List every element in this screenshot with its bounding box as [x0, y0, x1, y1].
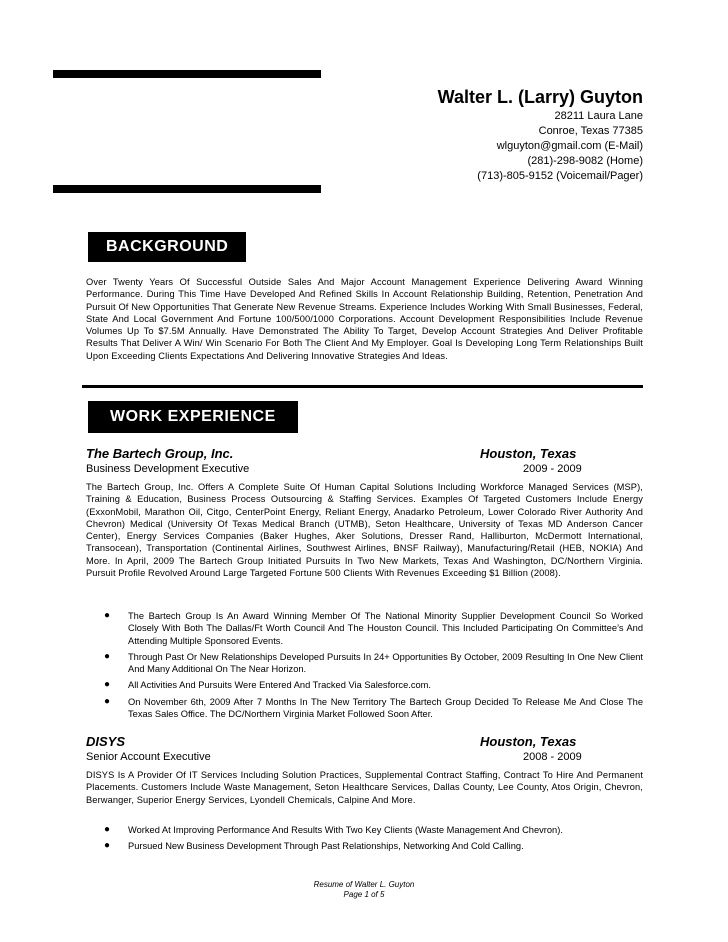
job-bullet-list	[100, 610, 643, 724]
address-line-1: 28211 Laura Lane	[554, 110, 643, 122]
bullet-icon: ●	[104, 695, 111, 707]
background-heading: BACKGROUND	[88, 232, 246, 262]
job-company: DISYS	[86, 734, 126, 749]
contact-block	[477, 109, 643, 184]
top-divider-bar	[53, 70, 321, 78]
job-title: Business Development Executive	[86, 463, 250, 475]
address-line-2: Conroe, Texas 77385	[538, 125, 643, 137]
candidate-name: Walter L. (Larry) Guyton	[437, 87, 643, 107]
list-item: ● The Bartech Group Is An Award Winning Member Of The National Minority Supplier Development Council So Worked Closely With Both The Dallas/Ft Worth Council And The Houston Council. This Included Participating On Committee’s And Attending Multiple Sponsored Events.	[104, 610, 643, 646]
list-item: ● Pursued New Business Development Through Past Relationships, Networking And Cold Calling.	[104, 840, 524, 852]
list-item: ● All Activities And Pursuits Were Entered And Tracked Via Salesforce.com.	[104, 679, 431, 691]
list-item: ● On November 6th, 2009 After 7 Months In The New Territory The Bartech Group Decided To Release Me And Close The Texas Sales Office. The DC/Northern Virginia Market Followed Soon After.	[104, 695, 643, 720]
list-item: ● Worked At Improving Performance And Results With Two Key Clients (Waste Management And Chevron).	[104, 824, 563, 835]
bullet-icon: ●	[104, 840, 111, 852]
job-location: Houston, Texas	[480, 734, 577, 749]
job-title: Senior Account Executive	[86, 751, 211, 763]
header-bottom-divider-bar	[53, 185, 321, 193]
job-description: The Bartech Group, Inc. Offers A Complete Suite Of Human Capital Solutions Including Workforce Managed Services (MSP), Training & Education, Business Process Outsourcing & Staffing Services. Examples Of Targeted Customers Include Energy (ExxonMobil, Marathon Oil, Citgo, CenterPoint Energy, Reliant Energy, Anadarko Petroleum, Lower Colorado River Authority And Chevron) Medical (University Of Texas Medical Branch (UTMB), Seton Healthcare, University of Texas MD Anderson Cancer Center), Energy Services Companies (Baker Hughes, Aker Solutions, Dresser Rand, Halliburton, McDermott International, Transocean), Transportation (Continental Airlines, Southwest Airlines, BNSF Railway), Manufacturing/Retail (HEB, NOKIA) And More. In April, 2009 The Bartech Group Initiated Pursuits In Two New Markets, Texas And Washington, DC/Northern Virginia. Pursuit Profile Revolved Around Large Targeted Fortune 500 Clients With Revenues Exceeding $1 Billion (2008).	[86, 482, 643, 579]
job-dates: 2009 - 2009	[523, 463, 582, 475]
bullet-icon: ●	[104, 610, 111, 621]
phone-voicemail: (713)-805-9152 (Voicemail/Pager)	[477, 170, 643, 182]
job-bullet-list	[100, 824, 643, 857]
list-item: ● Through Past Or New Relationships Developed Pursuits In 24+ Opportunities By October, 2009 Resulting In One New Client And Many Additional On The Near Horizon.	[104, 650, 643, 675]
background-summary: Over Twenty Years Of Successful Outside Sales And Major Account Management Experience Delivering Award Winning Performance. During This Time Have Developed And Refined Skills In Account Relationship Building, Retention, Penetration And Pursuit Of New Opportunities That Generate New Revenue Streams. Experience Includes Working With Small Businesses, Federal, State And Local Government And Fortune 100/500/1000 Corporations. Account Development Responsibilities Include Revenue Volumes Up To $7.5M Annually. Have Demonstrated The Ability To Target, Develop Account Strategies And Deliver Profitable Results That Deliver A Win/ Win Scenario For Both The Client And My Employer. Goal Is Developing Long Term Relationships Built Upon Exceeding Clients Expectations And Delivering Innovative Strategies And Ideas.	[86, 277, 643, 361]
section-divider	[82, 385, 643, 388]
bullet-icon: ●	[104, 824, 111, 835]
phone-home: (281)-298-9082 (Home)	[527, 155, 643, 167]
job-company: The Bartech Group, Inc.	[86, 446, 234, 461]
job-description: DISYS Is A Provider Of IT Services Including Solution Practices, Supplemental Contract Staffing, Contract To Hire And Permanent Placements. Customers Include Waste Management, Seton Healthcare Services, Dallas County, Lee County, Atos Origin, Chevron, Berwanger, Superior Energy Services, Lyondell Chemicals, Calpine And More.	[86, 770, 643, 805]
footer-page-number: Page 1 of 5	[343, 890, 385, 899]
work-experience-heading: WORK EXPERIENCE	[88, 401, 298, 433]
bullet-icon: ●	[104, 679, 111, 691]
job-location: Houston, Texas	[480, 446, 577, 461]
bullet-icon: ●	[104, 650, 111, 662]
page-footer	[0, 880, 728, 900]
footer-resume-label: Resume of Walter L. Guyton	[313, 880, 415, 889]
email: wlguyton@gmail.com (E-Mail)	[496, 140, 643, 152]
job-dates: 2008 - 2009	[523, 751, 582, 763]
